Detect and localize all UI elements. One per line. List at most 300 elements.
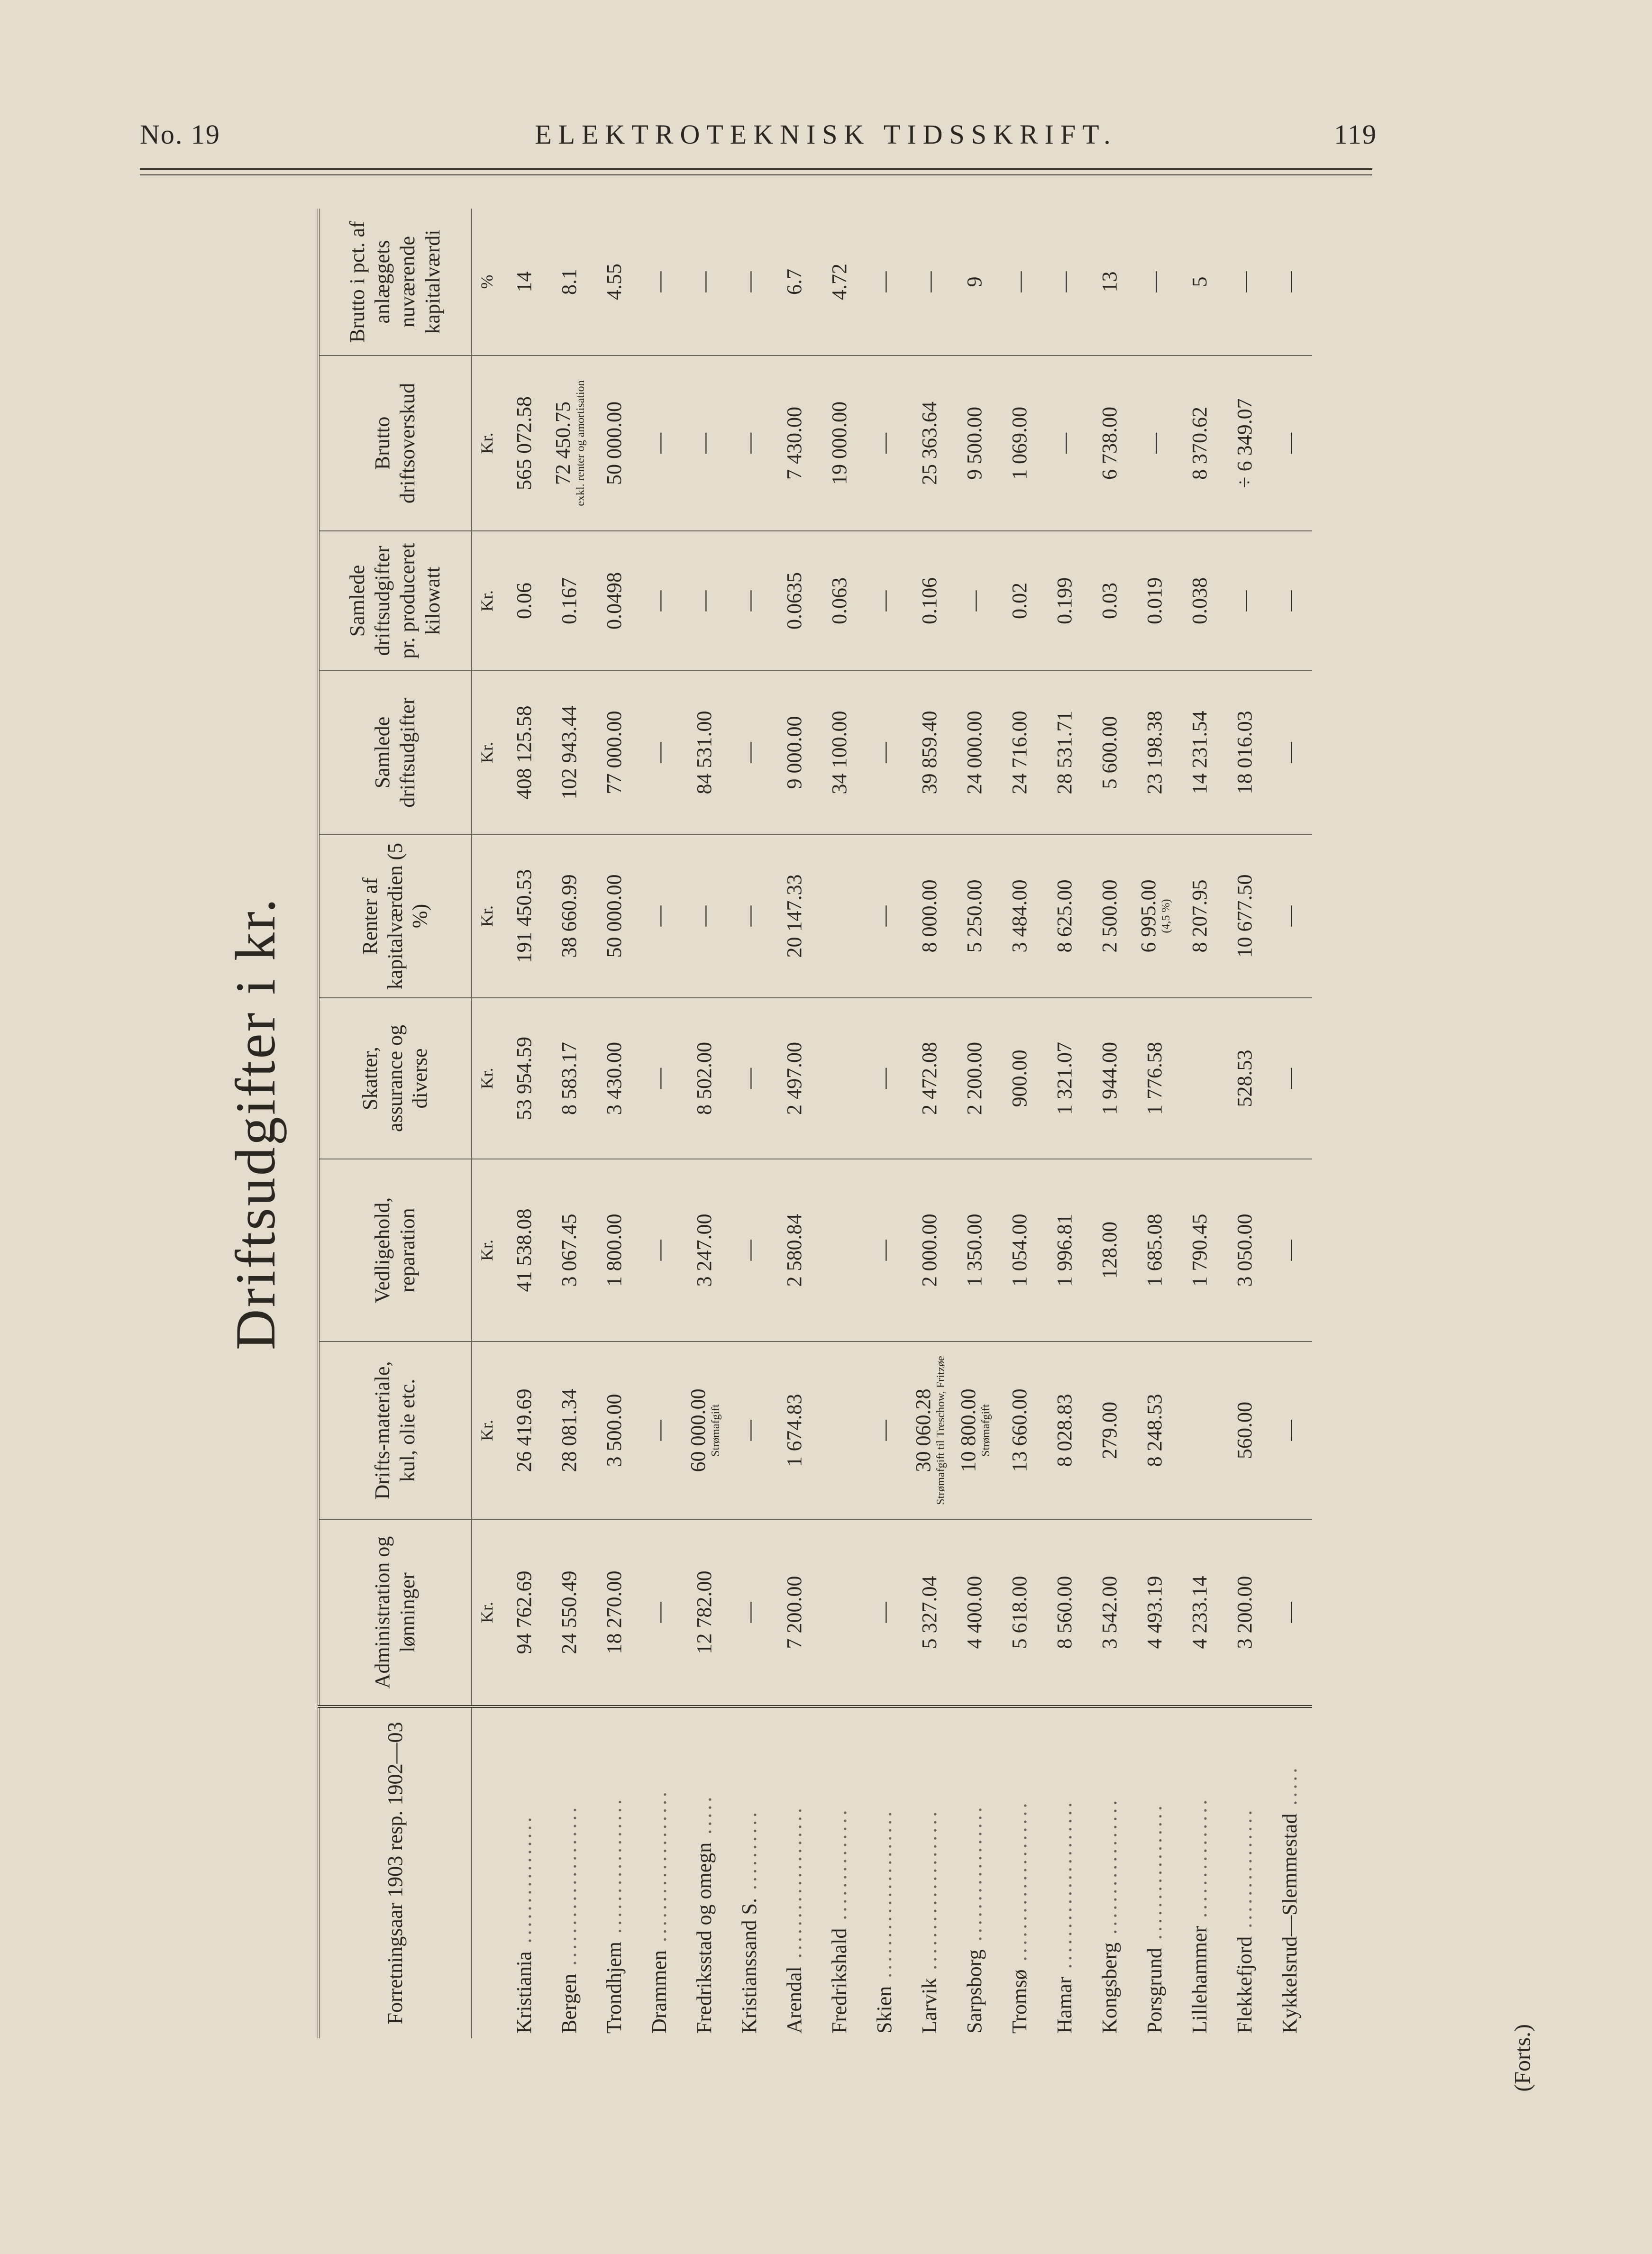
cell-note: Strømafgift <box>710 1404 722 1457</box>
cell-value: 9 <box>963 276 986 287</box>
value-cell <box>682 1159 727 1341</box>
cell-value: 3 067.45 <box>557 1214 581 1287</box>
value-cell <box>682 1341 727 1519</box>
value-cell <box>592 671 637 834</box>
place-name: Skien <box>873 1986 896 2034</box>
table-row <box>907 209 952 2038</box>
value-cell <box>772 998 817 1159</box>
cell-value: — <box>738 1602 761 1623</box>
leader-dots: ............... <box>1188 1797 1211 1926</box>
place-name: Porsgrund <box>1143 1948 1166 2034</box>
table-row <box>682 209 727 2038</box>
value-cell <box>1042 834 1087 998</box>
cell-value: 94 762.69 <box>512 1570 536 1654</box>
cell-value: — <box>873 742 896 763</box>
cell-value: 279.00 <box>1098 1402 1121 1459</box>
cell-note: (4,5 %) <box>1160 899 1173 933</box>
cell-value: 24 550.49 <box>557 1570 581 1654</box>
place-name: Kristianssand S. <box>738 1898 761 2034</box>
column-header: Drifts-materiale, kul, olie etc. <box>319 1341 472 1519</box>
cell-value: 565 072.58 <box>512 396 536 490</box>
value-cell <box>682 531 727 671</box>
cell-value: 0.167 <box>557 577 581 624</box>
value-cell <box>772 1159 817 1341</box>
leader-dots: ................. <box>1143 1803 1166 1948</box>
cell-value: 8 028.83 <box>1053 1394 1076 1467</box>
cell-value: 128.00 <box>1098 1222 1121 1279</box>
cell-value: 34 100.00 <box>828 711 851 794</box>
value-cell <box>637 531 682 671</box>
value-cell <box>1087 1519 1132 1706</box>
cell-value: 60 000.00 <box>686 1388 710 1472</box>
unit-cell <box>472 1706 502 2038</box>
cell-value: — <box>873 1240 896 1261</box>
value-cell <box>1087 998 1132 1159</box>
value-cell <box>1132 834 1177 998</box>
value-cell <box>502 671 547 834</box>
leader-dots: ............... <box>1233 1807 1256 1936</box>
value-cell <box>1222 1519 1267 1706</box>
cell-value: — <box>873 905 896 927</box>
value-cell <box>547 1159 592 1341</box>
value-cell <box>727 834 772 998</box>
cell-value: 2 000.00 <box>918 1214 941 1287</box>
table-row <box>817 209 862 2038</box>
place-name: Fredriksstad og omegn <box>693 1842 716 2034</box>
value-cell <box>592 531 637 671</box>
cell-value: 84 531.00 <box>693 711 716 794</box>
place-cell <box>862 1706 907 2038</box>
cell-value: — <box>693 590 716 611</box>
cell-value: — <box>1278 1602 1301 1623</box>
column-header: Skatter, assurance og diverse <box>319 998 472 1159</box>
value-cell <box>1087 1159 1132 1341</box>
cell-value: 408 125.58 <box>512 705 536 800</box>
cell-value: 13 <box>1098 271 1121 292</box>
value-cell <box>1132 1341 1177 1519</box>
cell-value: 4 493.19 <box>1143 1576 1166 1649</box>
cell-note: Strømafgift <box>980 1404 993 1457</box>
table-row <box>637 209 682 2038</box>
cell-value: 7 430.00 <box>783 407 806 480</box>
value-cell <box>1087 671 1132 834</box>
value-cell <box>1087 531 1132 671</box>
value-cell <box>997 356 1042 531</box>
cell-value: 4.72 <box>828 264 851 300</box>
value-cell <box>907 1159 952 1341</box>
cell-value: 0.02 <box>1008 583 1031 619</box>
column-header: Forretningsaar 1903 resp. 1902—03 <box>319 1706 472 2038</box>
cell-value: 14 <box>512 271 536 292</box>
table-row <box>1132 209 1177 2038</box>
cell-value: — <box>1233 271 1256 292</box>
cell-value: 72 450.75 <box>551 402 575 485</box>
value-cell <box>817 209 862 356</box>
place-cell <box>772 1706 817 2038</box>
cell-value: 0.038 <box>1188 577 1211 624</box>
value-cell <box>592 834 637 998</box>
value-cell <box>547 671 592 834</box>
cell-value: 28 081.34 <box>557 1388 581 1472</box>
cell-value: — <box>648 742 671 763</box>
cell-value: — <box>648 590 671 611</box>
cell-value: 9 000.00 <box>783 716 806 789</box>
value-cell <box>1267 998 1312 1159</box>
cell-value: 26 419.69 <box>512 1388 536 1472</box>
continued-note: (Forts.) <box>1510 2024 1535 2092</box>
value-cell <box>682 671 727 834</box>
value-cell <box>547 356 592 531</box>
cell-value: 4.55 <box>602 264 626 300</box>
place-name: Kristiania <box>512 1951 536 2034</box>
value-cell <box>502 1159 547 1341</box>
column-header: Renter af kapitalværdien (5 %) <box>319 834 472 998</box>
cell-value: — <box>738 271 761 292</box>
leader-dots: .................... <box>918 1808 941 1978</box>
leader-dots: ................... <box>783 1805 806 1967</box>
leader-dots: ..... <box>1278 1765 1301 1814</box>
value-cell <box>772 671 817 834</box>
value-cell <box>1267 1519 1312 1706</box>
unit-cell: Kr. <box>472 356 502 531</box>
cell-value: 0.03 <box>1098 583 1121 619</box>
cell-value: 0.063 <box>828 577 851 624</box>
cell-value: 12 782.00 <box>693 1570 716 1654</box>
place-name: Lillehammer <box>1188 1925 1211 2034</box>
value-cell <box>1177 356 1222 531</box>
table-row <box>1267 209 1312 2038</box>
cell-value: 1 069.00 <box>1008 407 1031 480</box>
cell-value: 5 250.00 <box>963 879 986 953</box>
cell-value: 18 016.03 <box>1233 711 1256 794</box>
value-cell <box>907 209 952 356</box>
cell-value: 77 000.00 <box>602 711 626 794</box>
cell-value: 3 247.00 <box>693 1214 716 1287</box>
value-cell <box>1132 209 1177 356</box>
cell-value: — <box>648 433 671 454</box>
cell-value: — <box>1278 1068 1301 1089</box>
cell-value: 3 430.00 <box>602 1042 626 1115</box>
value-cell <box>1177 531 1222 671</box>
value-cell <box>1132 671 1177 834</box>
value-cell <box>547 1341 592 1519</box>
value-cell <box>862 998 907 1159</box>
cell-value: 3 200.00 <box>1233 1576 1256 1649</box>
cell-value: — <box>738 905 761 927</box>
unit-cell: Kr. <box>472 1341 502 1519</box>
value-cell <box>1132 531 1177 671</box>
value-cell <box>637 834 682 998</box>
value-cell <box>1267 356 1312 531</box>
table-row <box>1222 209 1267 2038</box>
cell-value: — <box>648 1602 671 1623</box>
value-cell <box>502 209 547 356</box>
value-cell <box>637 356 682 531</box>
value-cell <box>862 531 907 671</box>
cell-value: — <box>738 590 761 611</box>
value-cell <box>997 671 1042 834</box>
value-cell <box>1222 356 1267 531</box>
leader-dots: .................... <box>557 1804 581 1974</box>
cell-value: — <box>1278 1240 1301 1261</box>
value-cell <box>1177 209 1222 356</box>
place-name: Kongsberg <box>1098 1942 1121 2034</box>
place-cell <box>682 1706 727 2038</box>
cell-value: — <box>1278 433 1301 454</box>
cell-value: 3 050.00 <box>1233 1214 1256 1287</box>
page-number: 119 <box>1334 119 1377 150</box>
value-cell <box>547 209 592 356</box>
value-cell <box>727 531 772 671</box>
value-cell <box>1222 998 1267 1159</box>
value-cell <box>1087 834 1132 998</box>
unit-cell: Kr. <box>472 531 502 671</box>
cell-value: 5 600.00 <box>1098 716 1121 789</box>
leader-dots: .............. <box>828 1807 851 1928</box>
value-cell <box>1042 671 1087 834</box>
cell-value: — <box>873 1602 896 1623</box>
value-cell <box>1222 834 1267 998</box>
place-name: Sarpsborg <box>963 1949 986 2034</box>
cell-value: 8 000.00 <box>918 879 941 953</box>
cell-value: — <box>873 271 896 292</box>
cell-value: 528.53 <box>1233 1049 1256 1107</box>
value-cell <box>1177 1159 1222 1341</box>
cell-value: 14 231.54 <box>1188 711 1211 794</box>
value-cell <box>817 531 862 671</box>
value-cell <box>1087 1341 1132 1519</box>
place-cell <box>1087 1706 1132 2038</box>
cell-value: 24 716.00 <box>1008 711 1031 794</box>
place-name: Drammen <box>648 1950 671 2034</box>
cell-value: — <box>873 433 896 454</box>
unit-cell: Kr. <box>472 1519 502 1706</box>
value-cell <box>772 834 817 998</box>
cell-value: 1 321.07 <box>1053 1042 1076 1115</box>
value-cell <box>682 356 727 531</box>
value-cell <box>817 1341 862 1519</box>
cell-value: 560.00 <box>1233 1402 1256 1459</box>
value-cell <box>862 209 907 356</box>
cell-value: 6 738.00 <box>1098 407 1121 480</box>
value-cell <box>727 1159 772 1341</box>
table-row <box>997 209 1042 2038</box>
value-cell <box>1267 209 1312 356</box>
cell-value: — <box>1053 271 1076 292</box>
value-cell <box>547 998 592 1159</box>
value-cell <box>502 998 547 1159</box>
value-cell <box>772 531 817 671</box>
column-header: Samlede driftsudgifter <box>319 671 472 834</box>
cell-value: 0.06 <box>512 583 536 619</box>
place-name: Fredrikshald <box>828 1928 851 2034</box>
column-header: Brutto i pct. af anlæggets nuværende kapitalværdi <box>319 209 472 356</box>
page-header <box>0 0 1652 190</box>
value-cell <box>1222 671 1267 834</box>
place-cell <box>952 1706 997 2038</box>
leader-dots: ..................... <box>873 1808 896 1986</box>
cell-value: 2 200.00 <box>963 1042 986 1115</box>
value-cell <box>1132 356 1177 531</box>
cell-value: 3 500.00 <box>602 1394 626 1467</box>
cell-value: 8 370.62 <box>1188 407 1211 480</box>
cell-value: — <box>1143 271 1166 292</box>
cell-value: 900.00 <box>1008 1049 1031 1107</box>
value-cell <box>997 998 1042 1159</box>
value-cell <box>952 834 997 998</box>
value-cell <box>502 356 547 531</box>
value-cell <box>907 834 952 998</box>
value-cell <box>502 1519 547 1706</box>
value-cell <box>637 671 682 834</box>
value-cell <box>682 209 727 356</box>
value-cell <box>1042 1159 1087 1341</box>
value-cell <box>592 209 637 356</box>
cell-value: 2 472.08 <box>918 1042 941 1115</box>
place-cell <box>592 1706 637 2038</box>
value-cell <box>862 1341 907 1519</box>
value-cell <box>1087 356 1132 531</box>
cell-note: exkl. renter og amortisation <box>575 380 587 506</box>
value-cell <box>1042 998 1087 1159</box>
cell-value: — <box>648 271 671 292</box>
header-rule-thin <box>140 174 1372 175</box>
cell-value: 13 660.00 <box>1008 1388 1031 1472</box>
place-name: Bergen <box>557 1973 581 2034</box>
column-header: Brutto driftsoverskud <box>319 356 472 531</box>
units-row <box>472 209 502 2038</box>
value-cell <box>727 209 772 356</box>
cell-value: ÷ 6 349.07 <box>1233 398 1256 488</box>
value-cell <box>817 671 862 834</box>
value-cell <box>637 1341 682 1519</box>
cell-value: — <box>738 433 761 454</box>
cell-value: — <box>963 590 986 611</box>
table-row <box>547 209 592 2038</box>
cell-value: 5 618.00 <box>1008 1576 1031 1649</box>
cell-value: 2 497.00 <box>783 1042 806 1115</box>
value-cell <box>817 834 862 998</box>
value-cell <box>1177 834 1222 998</box>
value-cell <box>952 671 997 834</box>
rotated-table-block <box>223 209 1379 2038</box>
place-cell <box>1132 1706 1177 2038</box>
cell-value: 2 580.84 <box>783 1214 806 1287</box>
cell-value: — <box>1278 742 1301 763</box>
value-cell <box>592 998 637 1159</box>
cell-value: 10 800.00 <box>957 1388 980 1472</box>
cell-value: 53 954.59 <box>512 1037 536 1120</box>
cell-value: 0.0498 <box>602 572 626 630</box>
journal-title: ELEKTROTEKNISK TIDSSKRIFT. <box>535 119 1117 150</box>
value-cell <box>1087 209 1132 356</box>
table-row <box>862 209 907 2038</box>
operating-costs-table <box>318 209 1312 2038</box>
cell-value: 102 943.44 <box>557 705 581 800</box>
place-name: Tromsø <box>1008 1969 1031 2034</box>
cell-value: 50 000.00 <box>602 874 626 958</box>
cell-value: 8 583.17 <box>557 1042 581 1115</box>
value-cell <box>1267 834 1312 998</box>
place-cell <box>1177 1706 1222 2038</box>
place-cell <box>907 1706 952 2038</box>
table-title: Driftsudgifter i kr. <box>224 896 287 1351</box>
leader-dots: ................ <box>512 1814 536 1952</box>
cell-value: 8 625.00 <box>1053 879 1076 953</box>
column-header: Administration og lønninger <box>319 1519 472 1706</box>
leader-dots: ................. <box>1098 1797 1121 1943</box>
cell-value: — <box>1278 271 1301 292</box>
cell-value: 20 147.33 <box>783 874 806 958</box>
column-header: Samlede driftsudgifter pr. produceret kilowatt <box>319 531 472 671</box>
value-cell <box>502 834 547 998</box>
value-cell <box>862 671 907 834</box>
table-row <box>502 209 547 2038</box>
value-cell <box>682 998 727 1159</box>
cell-value: — <box>648 1420 671 1441</box>
issue-number: No. 19 <box>140 119 220 150</box>
value-cell <box>592 1519 637 1706</box>
value-cell <box>772 1519 817 1706</box>
value-cell <box>547 1519 592 1706</box>
value-cell <box>592 1341 637 1519</box>
unit-cell: % <box>472 209 502 356</box>
value-cell <box>1177 671 1222 834</box>
place-name: Kykkelsrud—Slemmestad <box>1278 1813 1301 2034</box>
table-row <box>1177 209 1222 2038</box>
leader-dots: ..... <box>693 1794 716 1843</box>
cell-value: — <box>1233 590 1256 611</box>
value-cell <box>952 531 997 671</box>
cell-value: — <box>648 905 671 927</box>
value-cell <box>1267 531 1312 671</box>
cell-value: 23 198.38 <box>1143 711 1166 794</box>
table-row <box>1042 209 1087 2038</box>
unit-cell: Kr. <box>472 1159 502 1341</box>
value-cell <box>727 998 772 1159</box>
value-cell <box>952 1341 997 1519</box>
cell-value: — <box>873 590 896 611</box>
place-cell <box>997 1706 1042 2038</box>
table-body <box>502 209 1312 2038</box>
value-cell <box>1267 1159 1312 1341</box>
cell-value: 9 500.00 <box>963 407 986 480</box>
value-cell <box>907 998 952 1159</box>
value-cell <box>907 671 952 834</box>
leader-dots: .......... <box>738 1809 761 1898</box>
value-cell <box>682 1519 727 1706</box>
value-cell <box>1042 356 1087 531</box>
cell-value: 38 660.99 <box>557 874 581 958</box>
value-cell <box>817 356 862 531</box>
cell-value: 0.019 <box>1143 577 1166 624</box>
cell-value: 1 685.08 <box>1143 1214 1166 1287</box>
value-cell <box>862 1519 907 1706</box>
place-cell <box>727 1706 772 2038</box>
cell-value: 191 450.53 <box>512 869 536 963</box>
value-cell <box>727 356 772 531</box>
cell-value: 8.1 <box>557 269 581 295</box>
cell-value: 50 000.00 <box>602 402 626 485</box>
cell-value: 1 674.83 <box>783 1394 806 1467</box>
cell-value: 0.106 <box>918 577 941 624</box>
cell-value: 1 800.00 <box>602 1214 626 1287</box>
value-cell <box>907 531 952 671</box>
cell-value: — <box>1278 590 1301 611</box>
table-row <box>727 209 772 2038</box>
column-header: Vedligehold, reparation <box>319 1159 472 1341</box>
value-cell <box>1177 1341 1222 1519</box>
